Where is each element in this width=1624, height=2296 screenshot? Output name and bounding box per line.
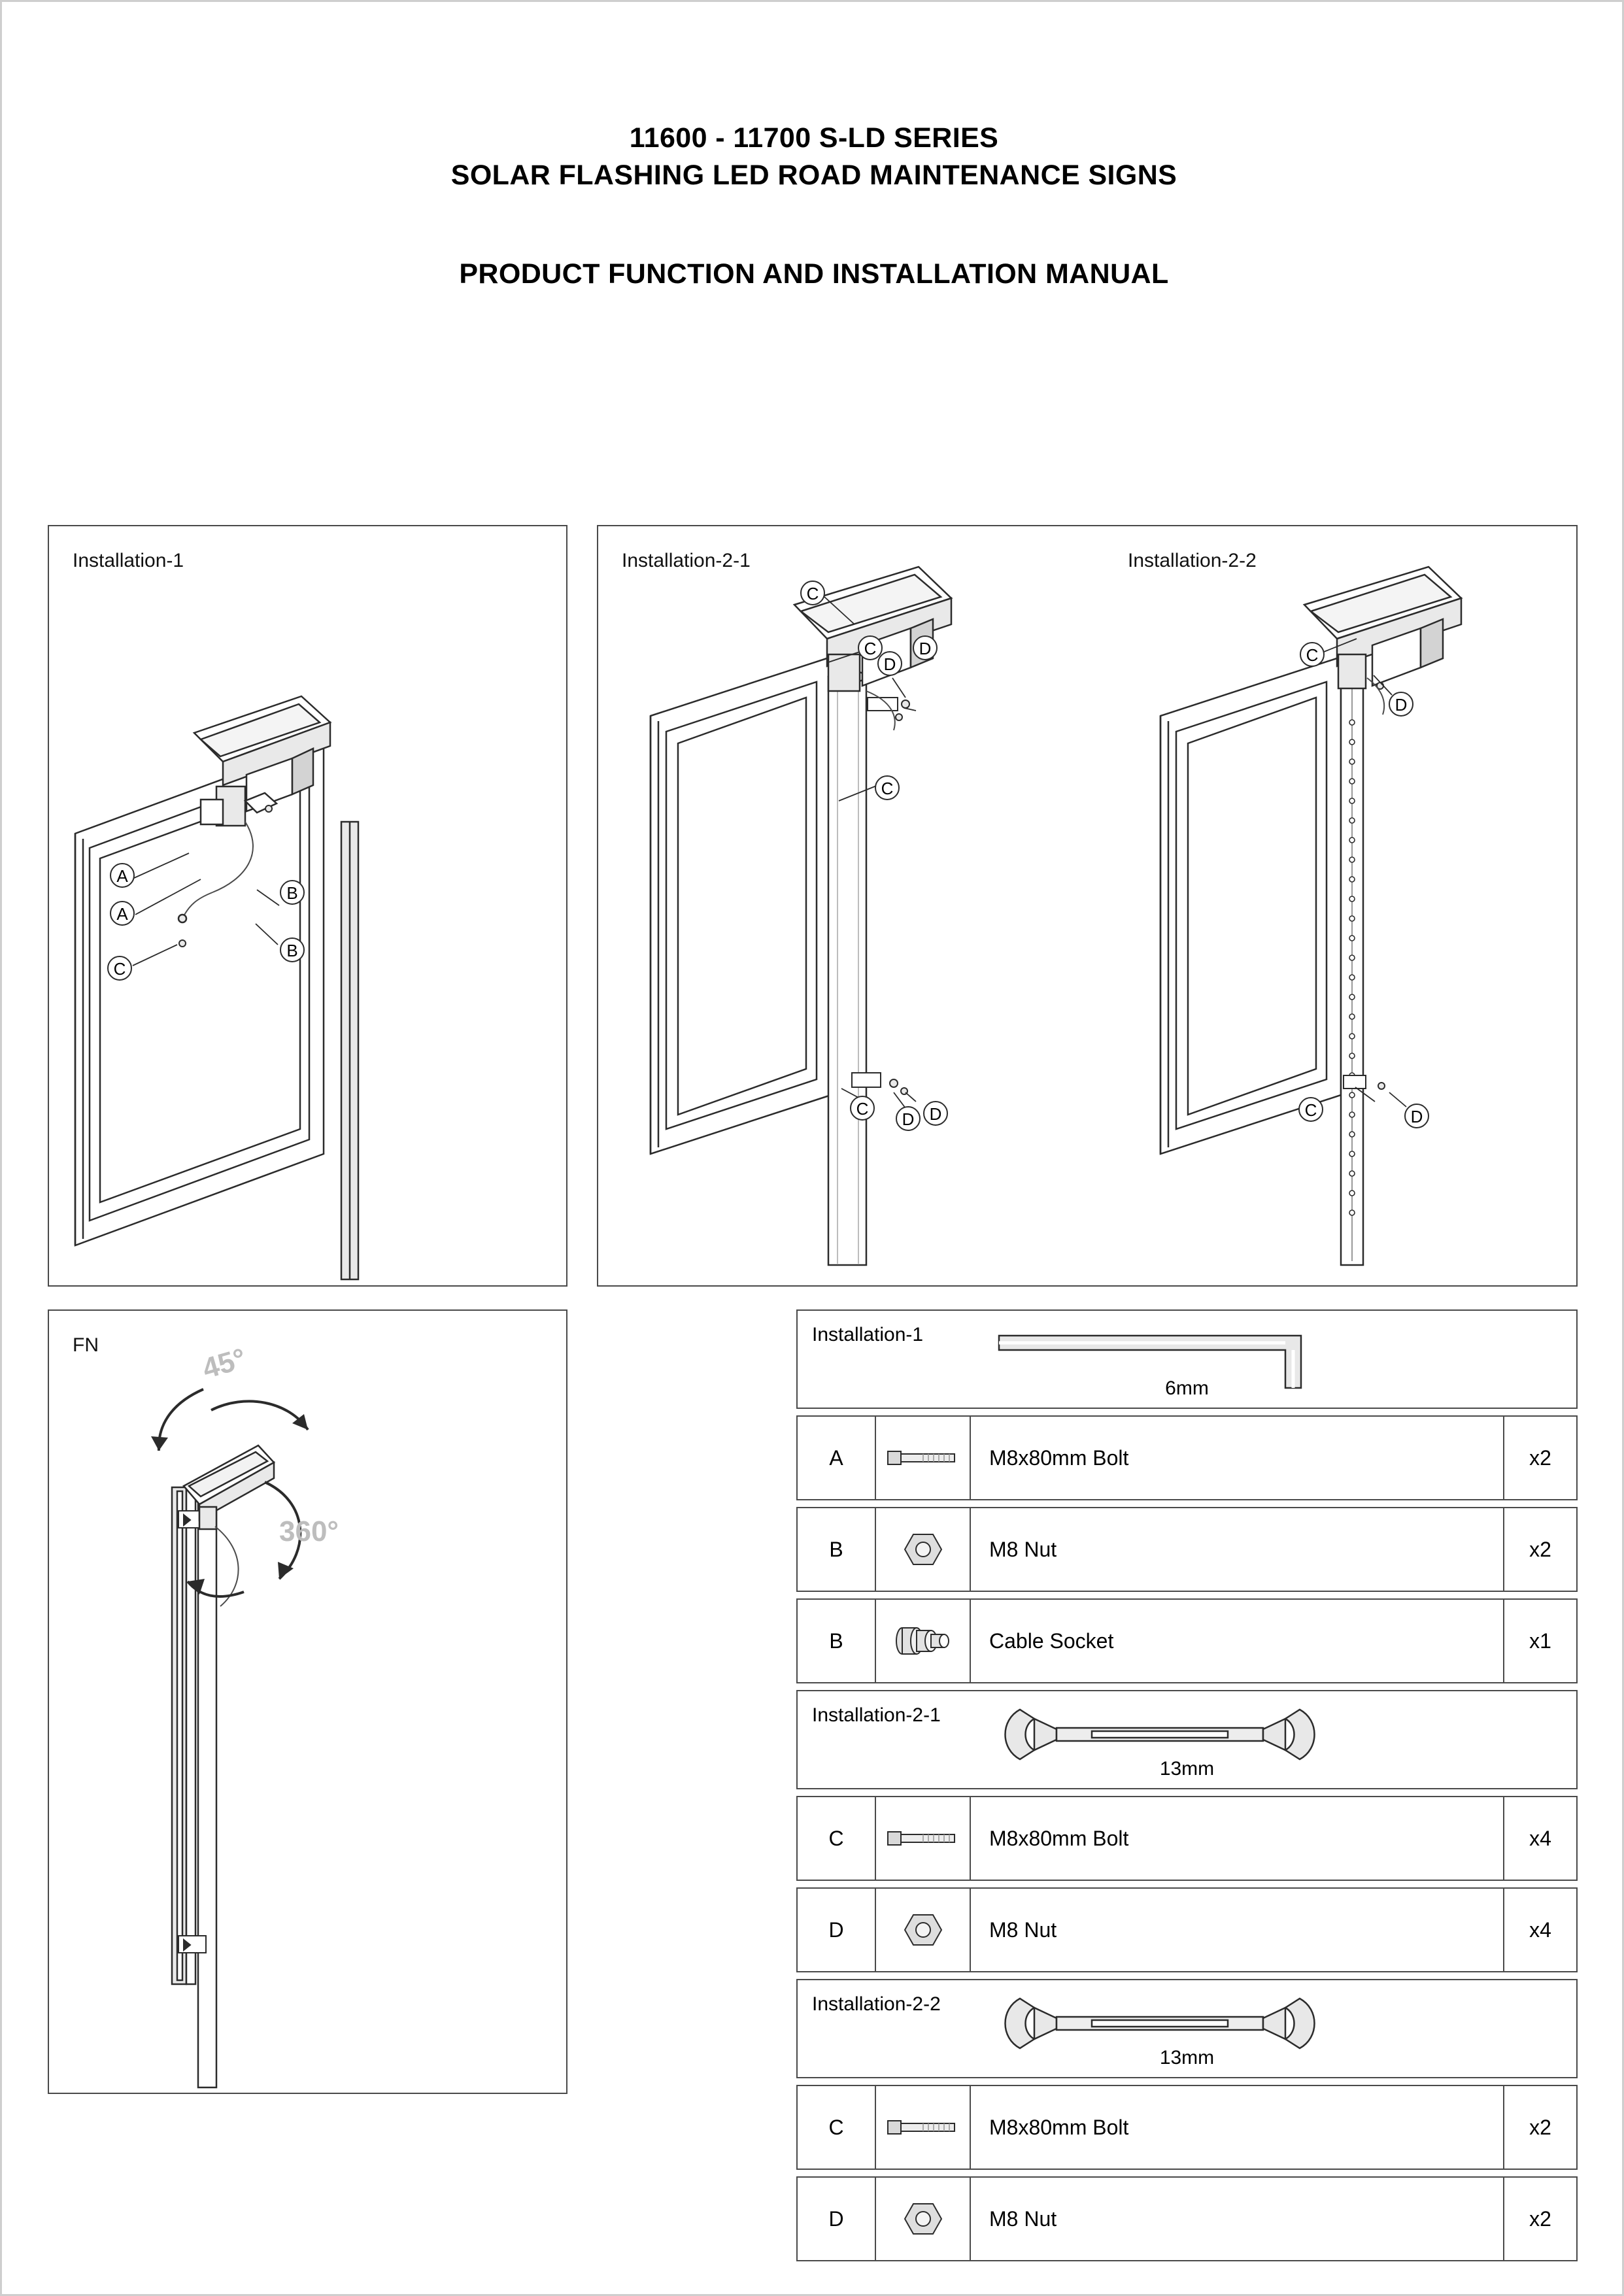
bolt-icon	[876, 1417, 971, 1499]
callout-c-22-2	[1299, 1098, 1323, 1121]
nut-icon	[876, 2178, 971, 2260]
tool-size-installation-2-2: 13mm	[1159, 2047, 1215, 2068]
callout-d-21-3	[896, 1107, 920, 1130]
tool-row-installation-2-2	[796, 1979, 1578, 2078]
tool-size-installation-2-1: 13mm	[1159, 1758, 1215, 1780]
title-product: SOLAR FLASHING LED ROAD MAINTENANCE SIGNS	[450, 159, 1177, 191]
svg-text:C: C	[1304, 1100, 1317, 1120]
svg-text:C: C	[864, 639, 877, 658]
tool-row-installation-1	[796, 1309, 1578, 1409]
page-title	[2, 120, 1624, 290]
svg-text:C: C	[856, 1099, 869, 1119]
panel-fn	[48, 1309, 567, 2094]
callout-c-21-1	[801, 581, 824, 605]
tool-label-installation-2-1: Installation-2-1	[812, 1704, 941, 1726]
part-description: M8x80mm Bolt	[971, 1417, 1504, 1499]
part-row	[796, 1507, 1578, 1592]
part-row	[796, 1415, 1578, 1500]
callout-d-21-1	[913, 636, 937, 660]
callout-c-1	[108, 956, 131, 980]
svg-text:D: D	[929, 1104, 942, 1124]
svg-text:A: A	[116, 904, 128, 924]
callout-b-2	[280, 938, 304, 962]
svg-text:C: C	[806, 584, 819, 603]
part-description: M8 Nut	[971, 1889, 1504, 1971]
title-manual: PRODUCT FUNCTION AND INSTALLATION MANUAL	[459, 258, 1169, 290]
svg-text:B: B	[286, 941, 298, 960]
part-code: D	[798, 1889, 876, 1971]
svg-text:D: D	[1410, 1107, 1423, 1126]
part-qty: x2	[1529, 1445, 1551, 1470]
fn-angle-rotate: 360°	[279, 1515, 339, 1547]
svg-text:A: A	[116, 866, 128, 886]
part-row	[796, 1598, 1578, 1683]
svg-text:D: D	[919, 639, 932, 658]
part-description: M8 Nut	[971, 1508, 1504, 1591]
part-row	[796, 2176, 1578, 2261]
part-qty: x4	[1529, 1917, 1551, 1942]
nut-icon	[876, 1508, 971, 1591]
fn-diagram	[49, 1311, 566, 2093]
panel-fn-label: FN	[73, 1334, 99, 1356]
panel-installation-2-2-label: Installation-2-2	[1128, 550, 1257, 571]
tool-label-installation-1: Installation-1	[812, 1324, 924, 1345]
svg-text:C: C	[113, 959, 126, 979]
callout-c-21-4	[851, 1096, 874, 1120]
title-series: 11600 - 11700 S-LD SERIES	[629, 122, 999, 154]
fn-angle-tilt: 45°	[199, 1342, 250, 1385]
svg-text:D: D	[902, 1109, 915, 1129]
installation-1-diagram	[49, 526, 566, 1285]
svg-text:C: C	[1306, 645, 1319, 665]
callout-d-22-2	[1405, 1104, 1429, 1128]
part-description: M8x80mm Bolt	[971, 1797, 1504, 1880]
callout-a-2	[110, 902, 134, 925]
nut-icon	[876, 1889, 971, 1971]
part-row	[796, 1887, 1578, 1972]
part-code: B	[798, 1600, 876, 1682]
callout-c-22-1	[1300, 643, 1324, 666]
panel-installation-2	[597, 525, 1578, 1287]
callout-a-1	[110, 864, 134, 887]
part-description: Cable Socket	[971, 1600, 1504, 1682]
installation-2-diagram	[598, 526, 1576, 1285]
part-description: M8x80mm Bolt	[971, 2086, 1504, 2169]
panel-installation-1	[48, 525, 567, 1287]
parts-table	[796, 1309, 1578, 2268]
callout-b-1	[280, 881, 304, 904]
part-qty: x2	[1529, 2206, 1551, 2231]
tool-label-installation-2-2: Installation-2-2	[812, 1993, 941, 2015]
part-qty: x1	[1529, 1629, 1551, 1653]
tool-row-installation-2-1	[796, 1690, 1578, 1789]
part-qty: x4	[1529, 1826, 1551, 1850]
svg-text:D: D	[1395, 695, 1408, 715]
bolt-icon	[876, 2086, 971, 2169]
callout-c-21-3	[875, 776, 899, 800]
part-description: M8 Nut	[971, 2178, 1504, 2260]
part-code: B	[798, 1508, 876, 1591]
panel-installation-1-label: Installation-1	[73, 550, 184, 571]
svg-text:D: D	[883, 654, 896, 674]
callout-d-21-4	[924, 1102, 947, 1125]
cable-socket-icon	[876, 1600, 971, 1682]
panel-installation-2-1-label: Installation-2-1	[622, 550, 751, 571]
part-code: D	[798, 2178, 876, 2260]
part-code: C	[798, 2086, 876, 2169]
part-qty: x2	[1529, 2115, 1551, 2139]
tool-size-installation-1: 6mm	[1165, 1377, 1209, 1399]
part-code: C	[798, 1797, 876, 1880]
callout-d-22-1	[1389, 692, 1413, 716]
part-qty: x2	[1529, 1537, 1551, 1561]
bolt-icon	[876, 1797, 971, 1880]
svg-text:C: C	[881, 779, 894, 798]
callout-c-21-2	[858, 636, 882, 660]
part-row	[796, 2085, 1578, 2170]
part-code: A	[798, 1417, 876, 1499]
part-row	[796, 1796, 1578, 1881]
callout-d-21-2	[878, 652, 902, 675]
svg-text:B: B	[286, 883, 298, 903]
